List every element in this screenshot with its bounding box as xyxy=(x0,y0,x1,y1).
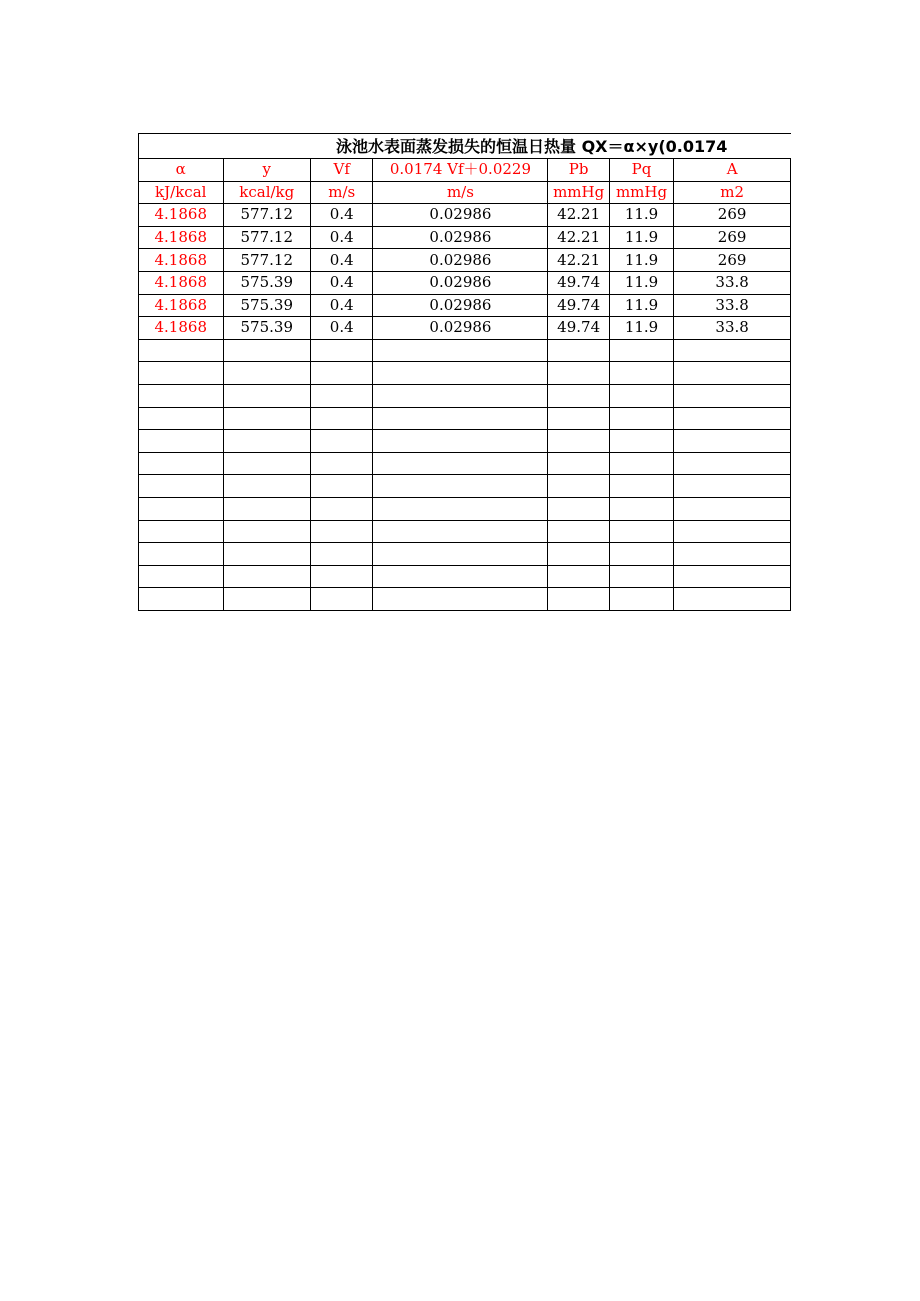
empty-cell[interactable] xyxy=(223,430,311,453)
cell-alpha[interactable]: 4.1868 xyxy=(139,271,224,294)
empty-cell[interactable] xyxy=(548,339,609,362)
empty-cell[interactable] xyxy=(373,339,548,362)
empty-cell[interactable] xyxy=(373,475,548,498)
unit-pq[interactable]: mmHg xyxy=(609,181,673,204)
empty-cell[interactable] xyxy=(311,565,373,588)
empty-cell[interactable] xyxy=(548,497,609,520)
cell-alpha[interactable]: 4.1868 xyxy=(139,294,224,317)
cell-area[interactable]: 33.8 xyxy=(674,271,791,294)
empty-cell[interactable] xyxy=(223,520,311,543)
unit-y[interactable]: kcal/kg xyxy=(223,181,311,204)
cell-y[interactable]: 577.12 xyxy=(223,226,311,249)
empty-row xyxy=(139,407,791,430)
empty-row xyxy=(139,543,791,566)
empty-cell[interactable] xyxy=(674,588,791,611)
cell-formula[interactable]: 0.02986 xyxy=(373,204,548,227)
empty-cell[interactable] xyxy=(373,588,548,611)
empty-cell[interactable] xyxy=(548,362,609,385)
cell-area[interactable]: 33.8 xyxy=(674,317,791,340)
empty-cell[interactable] xyxy=(609,497,673,520)
cell-vf[interactable]: 0.4 xyxy=(311,226,373,249)
empty-cell[interactable] xyxy=(311,588,373,611)
empty-row xyxy=(139,588,791,611)
empty-row xyxy=(139,339,791,362)
table-row xyxy=(139,317,791,340)
cell-y[interactable]: 575.39 xyxy=(223,271,311,294)
cell-area[interactable]: 269 xyxy=(674,204,791,227)
cell-vf[interactable]: 0.4 xyxy=(311,204,373,227)
empty-cell[interactable] xyxy=(373,384,548,407)
table-row xyxy=(139,271,791,294)
cell-pb[interactable]: 42.21 xyxy=(548,204,609,227)
cell-formula[interactable]: 0.02986 xyxy=(373,271,548,294)
empty-cell[interactable] xyxy=(311,497,373,520)
cell-alpha[interactable]: 4.1868 xyxy=(139,204,224,227)
empty-cell[interactable] xyxy=(609,588,673,611)
empty-cell[interactable] xyxy=(609,407,673,430)
header-area[interactable]: A xyxy=(674,159,791,182)
empty-cell[interactable] xyxy=(311,339,373,362)
empty-cell[interactable] xyxy=(139,362,224,385)
empty-cell[interactable] xyxy=(223,384,311,407)
heat-loss-table xyxy=(138,133,791,611)
empty-cell[interactable] xyxy=(609,384,673,407)
empty-cell[interactable] xyxy=(609,362,673,385)
cell-pb[interactable]: 49.74 xyxy=(548,271,609,294)
empty-cell[interactable] xyxy=(373,452,548,475)
empty-cell[interactable] xyxy=(609,543,673,566)
empty-cell[interactable] xyxy=(674,497,791,520)
empty-cell[interactable] xyxy=(311,475,373,498)
cell-pb[interactable]: 49.74 xyxy=(548,294,609,317)
unit-vf[interactable]: m/s xyxy=(311,181,373,204)
cell-pb[interactable]: 49.74 xyxy=(548,317,609,340)
empty-cell[interactable] xyxy=(139,588,224,611)
empty-cell[interactable] xyxy=(609,520,673,543)
empty-cell[interactable] xyxy=(311,407,373,430)
unit-pb[interactable]: mmHg xyxy=(548,181,609,204)
table-row xyxy=(139,226,791,249)
empty-cell[interactable] xyxy=(548,543,609,566)
empty-cell[interactable] xyxy=(674,407,791,430)
empty-cell[interactable] xyxy=(139,497,224,520)
empty-cell[interactable] xyxy=(548,520,609,543)
empty-cell[interactable] xyxy=(223,475,311,498)
table-row xyxy=(139,294,791,317)
empty-cell[interactable] xyxy=(548,430,609,453)
cell-pq[interactable]: 11.9 xyxy=(609,249,673,272)
header-alpha[interactable]: α xyxy=(139,159,224,182)
empty-cell[interactable] xyxy=(373,520,548,543)
cell-pq[interactable]: 11.9 xyxy=(609,294,673,317)
empty-cell[interactable] xyxy=(674,430,791,453)
unit-area[interactable]: m2 xyxy=(674,181,791,204)
empty-cell[interactable] xyxy=(609,339,673,362)
cell-area[interactable]: 269 xyxy=(674,226,791,249)
empty-cell[interactable] xyxy=(311,452,373,475)
header-symbol-row xyxy=(139,159,791,182)
cell-area[interactable]: 269 xyxy=(674,249,791,272)
title-row xyxy=(139,134,791,159)
empty-row xyxy=(139,565,791,588)
cell-pq[interactable]: 11.9 xyxy=(609,226,673,249)
cell-alpha[interactable]: 4.1868 xyxy=(139,249,224,272)
empty-cell[interactable] xyxy=(609,475,673,498)
empty-cell[interactable] xyxy=(223,588,311,611)
cell-pq[interactable]: 11.9 xyxy=(609,317,673,340)
cell-vf[interactable]: 0.4 xyxy=(311,294,373,317)
table-row xyxy=(139,204,791,227)
cell-area[interactable]: 33.8 xyxy=(674,294,791,317)
empty-cell[interactable] xyxy=(373,407,548,430)
cell-vf[interactable]: 0.4 xyxy=(311,317,373,340)
empty-cell[interactable] xyxy=(609,430,673,453)
empty-cell[interactable] xyxy=(548,407,609,430)
empty-cell[interactable] xyxy=(674,543,791,566)
empty-cell[interactable] xyxy=(311,362,373,385)
empty-cell[interactable] xyxy=(223,497,311,520)
empty-cell[interactable] xyxy=(311,520,373,543)
empty-cell[interactable] xyxy=(139,430,224,453)
header-pb[interactable]: Pb xyxy=(548,159,609,182)
empty-row xyxy=(139,520,791,543)
empty-cell[interactable] xyxy=(139,520,224,543)
empty-cell[interactable] xyxy=(548,384,609,407)
empty-cell[interactable] xyxy=(139,543,224,566)
empty-cell[interactable] xyxy=(223,362,311,385)
empty-cell[interactable] xyxy=(674,520,791,543)
unit-formula[interactable]: m/s xyxy=(373,181,548,204)
empty-cell[interactable] xyxy=(139,339,224,362)
empty-cell[interactable] xyxy=(674,452,791,475)
cell-vf[interactable]: 0.4 xyxy=(311,249,373,272)
empty-cell[interactable] xyxy=(373,565,548,588)
empty-cell[interactable] xyxy=(139,475,224,498)
empty-row xyxy=(139,475,791,498)
cell-formula[interactable]: 0.02986 xyxy=(373,294,548,317)
cell-y[interactable]: 577.12 xyxy=(223,204,311,227)
empty-cell[interactable] xyxy=(674,362,791,385)
empty-cell[interactable] xyxy=(139,384,224,407)
empty-cell[interactable] xyxy=(223,565,311,588)
empty-cell[interactable] xyxy=(373,430,548,453)
empty-cell[interactable] xyxy=(548,565,609,588)
empty-row xyxy=(139,384,791,407)
empty-cell[interactable] xyxy=(223,339,311,362)
header-formula[interactable]: 0.0174 Vf＋0.0229 xyxy=(373,159,548,182)
cell-formula[interactable]: 0.02986 xyxy=(373,317,548,340)
table-row xyxy=(139,249,791,272)
unit-alpha[interactable]: kJ/kcal xyxy=(139,181,224,204)
empty-cell[interactable] xyxy=(311,430,373,453)
empty-cell[interactable] xyxy=(548,588,609,611)
empty-cell[interactable] xyxy=(674,339,791,362)
empty-cell[interactable] xyxy=(139,407,224,430)
cell-pq[interactable]: 11.9 xyxy=(609,271,673,294)
cell-alpha[interactable]: 4.1868 xyxy=(139,226,224,249)
empty-row xyxy=(139,452,791,475)
cell-formula[interactable]: 0.02986 xyxy=(373,226,548,249)
header-pq[interactable]: Pq xyxy=(609,159,673,182)
empty-row xyxy=(139,497,791,520)
spreadsheet-sheet xyxy=(138,133,791,614)
empty-cell[interactable] xyxy=(373,497,548,520)
empty-cell[interactable] xyxy=(548,475,609,498)
cell-y[interactable]: 575.39 xyxy=(223,317,311,340)
cell-y[interactable]: 577.12 xyxy=(223,249,311,272)
empty-cell[interactable] xyxy=(311,384,373,407)
empty-cell[interactable] xyxy=(373,543,548,566)
empty-cell[interactable] xyxy=(609,565,673,588)
header-unit-row xyxy=(139,181,791,204)
cell-pq[interactable]: 11.9 xyxy=(609,204,673,227)
cell-formula[interactable]: 0.02986 xyxy=(373,249,548,272)
empty-cell[interactable] xyxy=(311,543,373,566)
empty-cell[interactable] xyxy=(223,452,311,475)
cell-pb[interactable]: 42.21 xyxy=(548,226,609,249)
empty-cell[interactable] xyxy=(548,452,609,475)
header-vf[interactable]: Vf xyxy=(311,159,373,182)
empty-cell[interactable] xyxy=(674,565,791,588)
empty-cell[interactable] xyxy=(223,543,311,566)
cell-pb[interactable]: 42.21 xyxy=(548,249,609,272)
empty-cell[interactable] xyxy=(223,407,311,430)
empty-row xyxy=(139,362,791,385)
empty-cell[interactable] xyxy=(139,565,224,588)
empty-cell[interactable] xyxy=(609,452,673,475)
cell-vf[interactable]: 0.4 xyxy=(311,271,373,294)
empty-cell[interactable] xyxy=(373,362,548,385)
empty-cell[interactable] xyxy=(674,384,791,407)
empty-cell[interactable] xyxy=(139,452,224,475)
empty-row xyxy=(139,430,791,453)
cell-alpha[interactable]: 4.1868 xyxy=(139,317,224,340)
cell-y[interactable]: 575.39 xyxy=(223,294,311,317)
header-y[interactable]: y xyxy=(223,159,311,182)
empty-cell[interactable] xyxy=(674,475,791,498)
table-title[interactable]: 泳池水表面蒸发损失的恒温日热量 QX＝α×y(0.0174 xyxy=(139,134,791,159)
